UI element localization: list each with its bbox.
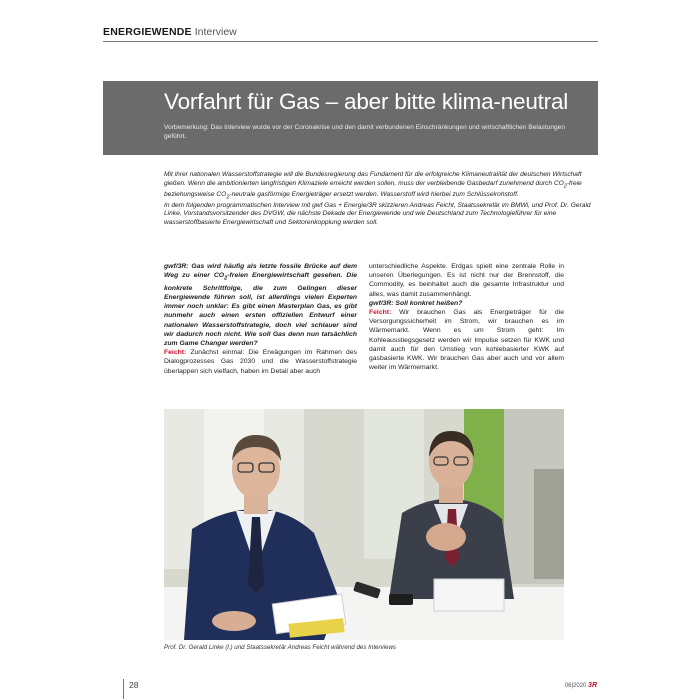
body-column-right	[369, 262, 564, 372]
answer-1-continued: unterschiedliche Aspekte. Erdgas spielt eine zentrale Rolle in unseren Überlegungen. Es ist nicht nur der Brennstoff, die Commodity, es beinhaltet auch die gesamte Infrastruktur und alles, was damit zusammenhängt.	[369, 263, 564, 298]
intro-paragraph-2: In dem folgenden programmatischen Interview mit gwf Gas + Energie/3R skizzieren Andreas Feicht, Staatssekretär im BMWi, und Prof. Dr. Gerald Linke, Vorstandsvorsitzender des DVGW, die nächste Dekade der Energiewende und wie Deutschland zum Technologieführer für eine wasserstoffbasierte Energiewirtschaft und Sektorenkopplung werden soll.	[164, 201, 591, 227]
preliminary-note: Vorbemerkung: Das Interview wurde vor der Coronakrise und den damit verbundenen Einschränkungen und wirtschaftlichen Belastungen geführt.	[164, 124, 565, 140]
article-title: Vorfahrt für Gas – aber bitte klima-neutral	[164, 89, 569, 114]
body-column-left	[164, 262, 357, 376]
intro-text	[164, 171, 594, 228]
brand-mark: 3R	[588, 682, 597, 689]
photo-caption: Prof. Dr. Gerald Linke (l.) und Staatssekretär Andreas Feicht während des Interviews	[164, 644, 397, 651]
issue-label: 06|2020 3R	[564, 682, 597, 689]
section-label: ENERGIEWENDE	[103, 26, 192, 38]
interview-photo	[164, 409, 564, 640]
answer-1: Feicht: Zunächst einmal: Die Erwägungen im Rahmen des Dialogprozesses Gas 2030 und die Wasserstoffstrategie überlappen sich vielfach, haben im Detail aber auch	[164, 349, 357, 375]
footer-divider	[123, 679, 124, 699]
page-number: 28	[129, 680, 139, 690]
section-header	[103, 22, 598, 42]
intro-paragraph-1: Mit ihrer nationalen Wasserstoffstrategie will die Bundesregierung das Fundament für die erfolgreiche Klimaneutralität der deutschen Wirtschaft gießen. Wenn die ambitionierten langfristigen Klimaziele erreicht werden sollen, muss der verbleibende Gasbedarf zunehmend durch $CO_2$-freie beziehungsweise $CO_2$-neutrale gasförmige Energieträger ersetzt werden. Wasserstoff wird hierbei zum Schlüsselrohstoff.	[164, 171, 582, 201]
answer-2: Feicht: Wir brauchen Gas als Energieträger für die Versorgungssicherheit im Strom, wir brauchen es im Wärmemarkt. Wenn es um Strom geht: Im Kohleausstiegsgesetz werden wir Impulse setzen für KWK und damit auch für den Umstieg von kohlebasierter KWK auf gasbasierte KWK. Wir brauchen Gas aber auch und vor allem weiter im Wärmemarkt.	[369, 309, 565, 372]
speaker-label: Feicht:	[369, 309, 392, 317]
speaker-label: Feicht:	[164, 349, 187, 357]
interview-photo-illustration	[164, 409, 564, 640]
subsection-label: Interview	[194, 26, 237, 38]
question-2: gwf/3R: Soll konkret heißen?	[369, 299, 463, 307]
question-1: gwf/3R: Gas wird häufig als letzte fossile Brücke auf dem Weg zu einer $CO_2$-freien Energiewirtschaft gesehen. Die konkrete Schrittfolge, die zum Gelingen dieser Energiewende führen soll, ist allerdings vielen Experten immer noch unklar: Es gibt einen Masterplan Gas, es gibt nunmehr auch einen ersten offiziellen Entwurf einer nationalen Wasserstoffstrategie, doch viel schlauer sind wir dadurch noch nicht. Wie soll Gas denn nun tatsächlich zum Game Changer werden?	[164, 263, 357, 347]
title-banner	[103, 81, 598, 155]
